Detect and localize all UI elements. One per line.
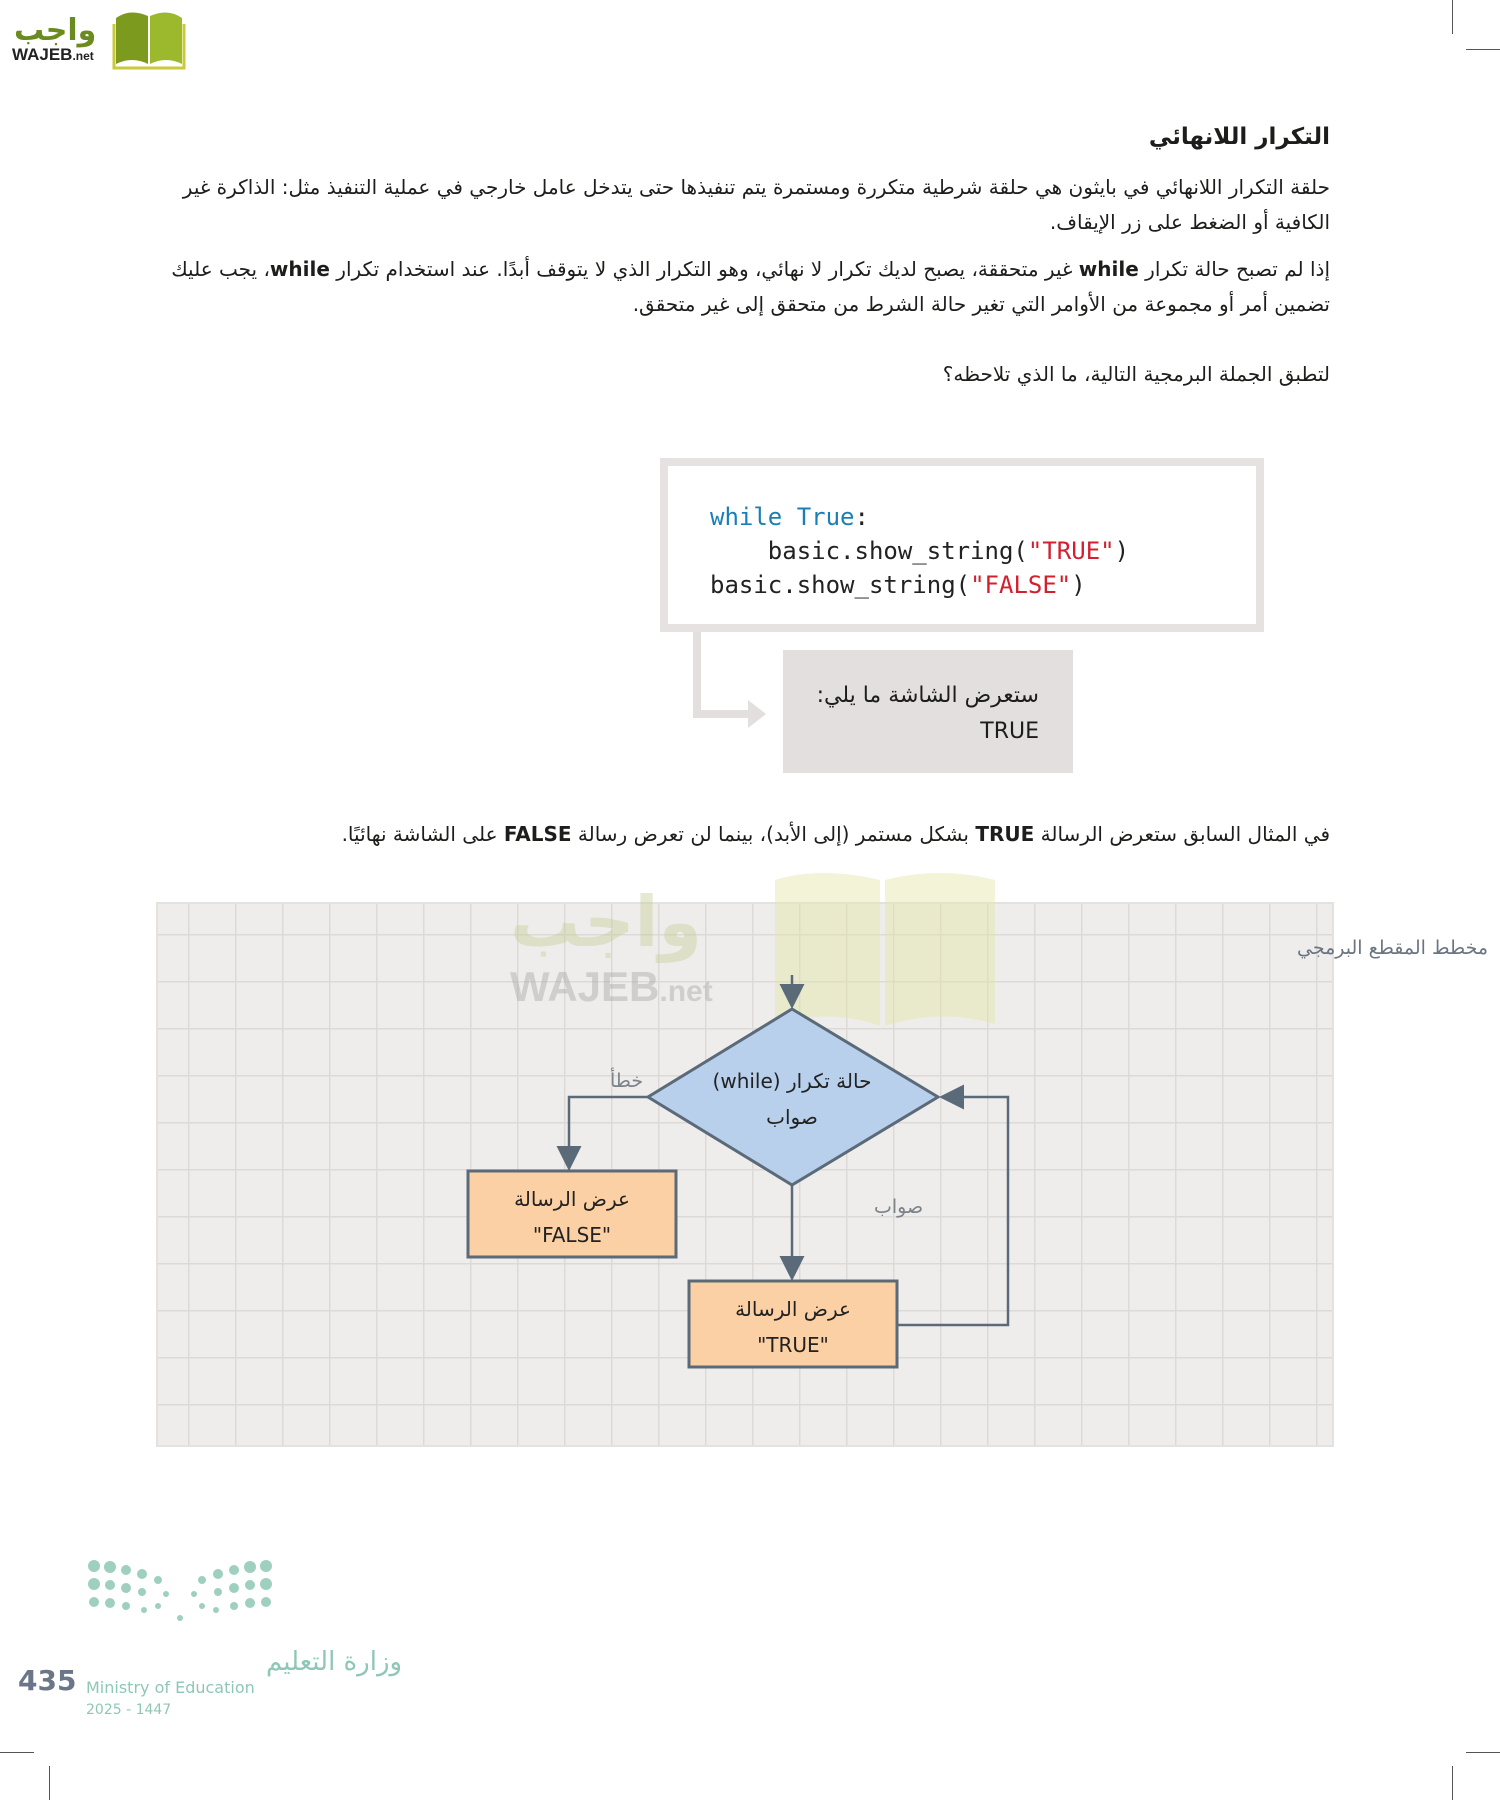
page-number: 435	[18, 1664, 77, 1697]
decision-diamond	[648, 1009, 938, 1185]
section-heading: التكرار اللانهائي	[1148, 124, 1330, 150]
ministry-dots-icon	[86, 1558, 403, 1728]
text: ، يجب عليك تضمين أمر أو مجموعة من الأوامر التي تغير حالة الشرط من متحقق إلى غير متحقق.	[171, 257, 1330, 316]
decision-text: صواب	[766, 1105, 818, 1129]
explanation-sentence	[342, 822, 1330, 846]
code-keyword: while True	[710, 503, 855, 531]
text: في المثال السابق ستعرض الرسالة	[1034, 822, 1330, 846]
false-label: خطأ	[610, 1070, 644, 1092]
code-text: basic.show_string(	[710, 537, 1028, 565]
code-text: )	[1114, 537, 1130, 565]
true-box-text: عرض الرسالة	[735, 1297, 851, 1321]
code-string: "TRUE"	[1027, 537, 1115, 565]
false-arrow	[569, 1097, 648, 1166]
code-text: :	[854, 503, 869, 531]
flowchart-title: مخطط المقطع البرمجي	[1297, 937, 1489, 959]
true-box-text: "TRUE"	[757, 1333, 829, 1357]
ministry-name-ar: وزارة التعليم	[266, 1647, 403, 1677]
text: إذا لم تصبح حالة تكرار	[1138, 257, 1330, 281]
text: على الشاشة نهائيًا.	[341, 822, 504, 846]
year: 2025 - 1447	[86, 1702, 172, 1718]
keyword-while: while	[1078, 257, 1139, 281]
decision-text: حالة تكرار (while)	[712, 1069, 872, 1093]
svg-text:WAJEB.net: WAJEB.net	[510, 963, 713, 1010]
text: بشكل مستمر (إلى الأبد)، بينما لن تعرض رسالة	[571, 822, 976, 846]
true-label: صواب	[874, 1196, 924, 1218]
ministry-name-en: Ministry of Education	[86, 1678, 255, 1697]
keyword-while: while	[269, 257, 330, 281]
code-text: basic.show_string(	[710, 571, 971, 599]
ministry-logo	[86, 1558, 403, 1732]
code-string: "FALSE"	[970, 571, 1072, 599]
keyword-false: FALSE	[503, 822, 572, 846]
keyword-true: TRUE	[975, 822, 1035, 846]
false-box-text: "FALSE"	[532, 1223, 612, 1247]
false-box-text: عرض الرسالة	[514, 1187, 630, 1211]
code-text: )	[1071, 571, 1086, 599]
svg-text:WAJEB.net: WAJEB.net	[12, 45, 94, 64]
text: غير متحققة، يصبح لديك تكرار لا نهائي، وهو التكرار الذي لا يتوقف أبدًا. عند استخدام تكرار	[329, 257, 1079, 281]
svg-text:واجب: واجب	[14, 13, 97, 48]
output-value: TRUE	[980, 719, 1039, 744]
svg-text:واجب: واجب	[510, 881, 703, 963]
question: لتطبق الجملة البرمجية التالية، ما الذي تلاحظه؟	[942, 362, 1330, 386]
paragraph-definition: حلقة التكرار اللانهائي في بايثون هي حلقة شرطية متكررة ومستمرة يتم تنفيذها حتى يتدخل عامل خارجي في عملية التنفيذ مثل: الذاكرة غير الكافية أو الضغط على زر الإيقاف.	[182, 175, 1330, 234]
output-label: ستعرض الشاشة ما يلي:	[816, 683, 1039, 708]
